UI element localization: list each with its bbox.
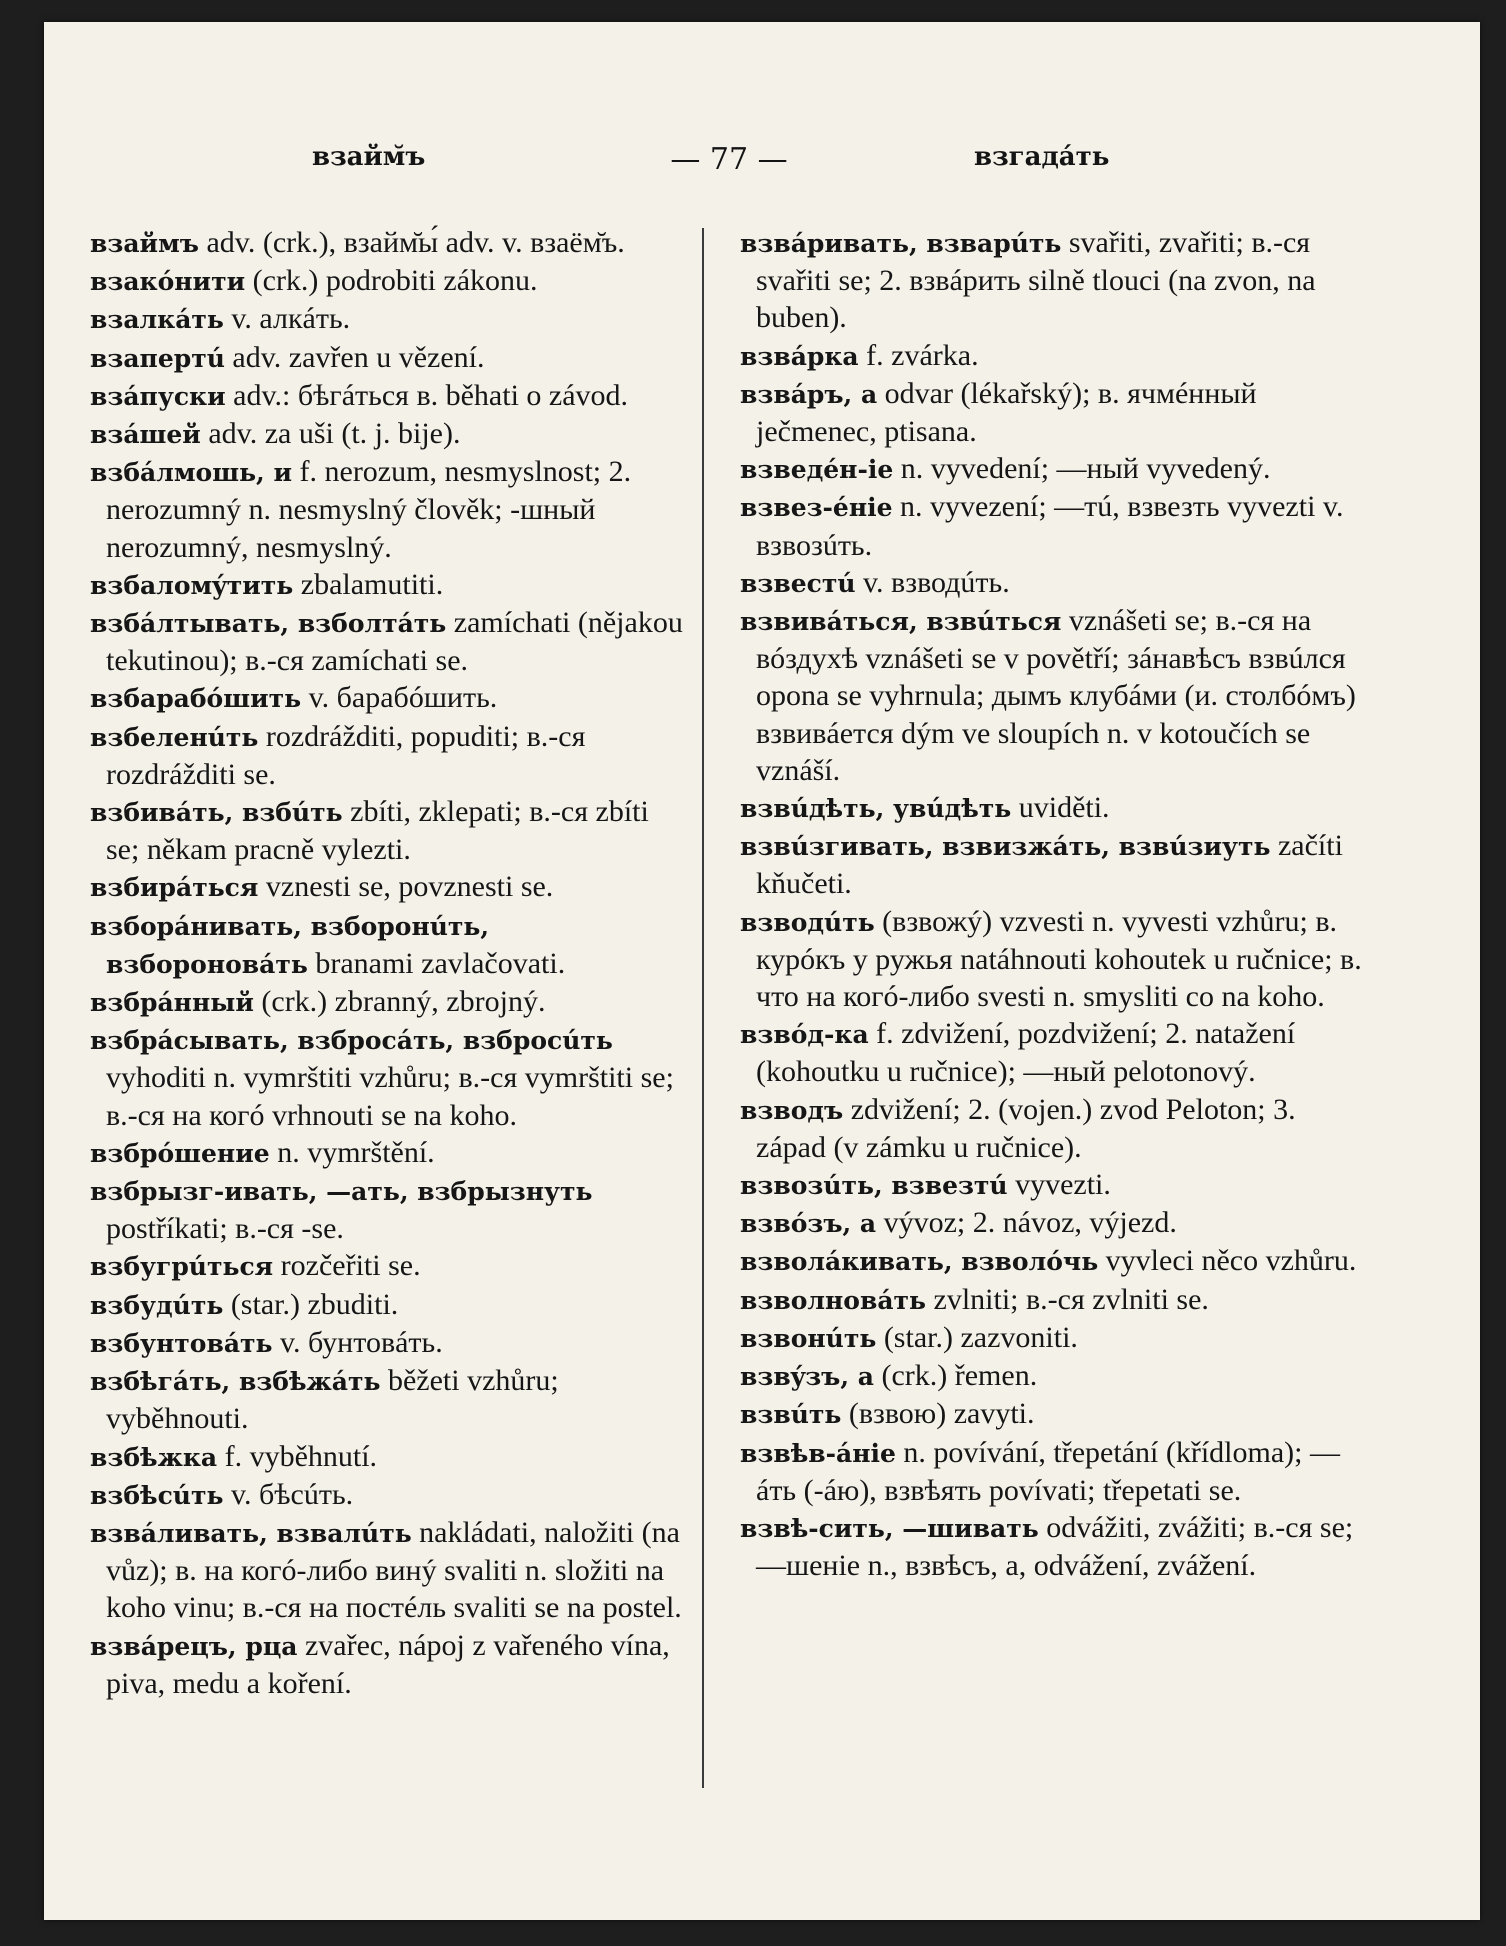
dictionary-entry <box>90 300 686 338</box>
entry-definition: vyvleci něco vzhůru. <box>1105 1244 1357 1278</box>
dictionary-entry <box>90 1134 686 1172</box>
entry-definition: adv.: бѣгáться в. běhati o závod. <box>233 378 629 412</box>
header-left-guideword: взайм̆ъ <box>312 142 426 172</box>
entry-definition: n. vymrštění. <box>277 1135 435 1169</box>
entry-headword: взвúзгивать, взвизжáть, взвúзиуть <box>740 832 1271 862</box>
entry-definition: vznášeti se; в.-ся на вóздухѣ vznášeti se v povětří; зáнавѣсъ взвúлся opona se vyhrnula; дымъ клубáми (и. столбóмъ) взвивáется dým ve sloupích n. v kotoučích se vznáší. <box>756 604 1356 787</box>
entry-headword: взвáливать, взвалúть <box>90 1518 412 1548</box>
dictionary-entry <box>90 377 686 415</box>
dictionary-entry <box>90 983 686 1021</box>
entry-definition: v. бунтовáть. <box>280 1325 443 1359</box>
entry-headword: взвýзъ, а <box>740 1362 874 1392</box>
entry-definition: (взвою) zavyti. <box>848 1397 1035 1431</box>
entry-headword: взвóд-ка <box>740 1020 869 1050</box>
entry-definition: zbíti, zklepati; в.-ся zbíti se; někam pracně vylezti. <box>106 795 649 867</box>
entry-headword: взáпуски <box>90 381 226 411</box>
entry-headword: взбрáнный <box>90 988 254 1018</box>
entry-definition: v. алкáть. <box>231 302 351 336</box>
entry-headword: взбáлмошь, и <box>90 458 293 488</box>
dictionary-entry <box>740 1015 1372 1090</box>
entry-definition: f. zvárka. <box>866 338 979 372</box>
entry-definition: rozdrážditi, popuditi; в.-ся rozdrážditi se. <box>106 719 586 791</box>
entry-headword: взбаломýтить <box>90 570 294 600</box>
entry-headword: взвáръ, а <box>740 379 878 409</box>
running-header <box>44 142 1480 186</box>
dictionary-entry <box>740 1281 1372 1319</box>
entry-headword: взвез-éніе <box>740 493 893 523</box>
dictionary-entry <box>90 1362 686 1437</box>
entry-definition: (star.) zazvoniti. <box>883 1320 1078 1354</box>
entry-definition: postříkati; в.-ся -se. <box>106 1212 344 1246</box>
entry-definition: n. povívání, třepetání (křídloma); —áть (-áю), взвѣять povívati; třepetati se. <box>756 1435 1340 1507</box>
dictionary-entry <box>90 1286 686 1324</box>
dictionary-entry <box>740 1242 1372 1280</box>
dictionary-entry <box>740 789 1372 827</box>
entry-definition: rozčeřiti se. <box>280 1249 421 1283</box>
dictionary-entry <box>740 1204 1372 1242</box>
column-divider <box>702 228 704 1788</box>
entry-definition: (crk.) zbranný, zbrojný. <box>261 985 546 1019</box>
dictionary-entry <box>90 1627 686 1702</box>
entry-definition: zvařec, nápoj z vařeného vína, piva, medu a koření. <box>106 1628 670 1700</box>
dictionary-entry <box>90 566 686 604</box>
entry-headword: взвáрецъ, рца <box>90 1631 298 1661</box>
entry-headword: взвáрка <box>740 341 859 371</box>
entry-headword: взапертú <box>90 343 225 373</box>
entry-definition: zbalamutiti. <box>300 567 444 601</box>
entry-headword: взбунтовáть <box>90 1328 273 1358</box>
entry-definition: adv. (crk.), взайм̆ы́ adv. v. взаём̆ъ. <box>206 226 625 259</box>
entry-definition: vyhoditi n. vymrštiti vzhůru; в.-ся vymrštiti se; в.-ся на когó vrhnouti se na koho. <box>106 1061 674 1132</box>
dictionary-entry <box>90 604 686 679</box>
entry-definition: v. взводúть. <box>863 565 1010 599</box>
dictionary-entry <box>90 415 686 453</box>
entry-headword: взвúдѣть, увúдѣть <box>740 794 1012 824</box>
entry-headword: взбрóшение <box>90 1138 270 1168</box>
entry-definition: nakládati, naložiti (na vůz); в. на когó-либо винý svaliti n. složiti na koho vinu; в.-ся на постéль svaliti se na postel. <box>106 1515 682 1625</box>
dictionary-entry <box>740 488 1372 563</box>
entry-headword: взбарабóшить <box>90 684 302 714</box>
entry-definition: vyvezti. <box>1015 1168 1111 1202</box>
entry-definition: branami zavlačovati. <box>315 946 566 980</box>
entry-headword: взвѣв-áніе <box>740 1438 896 1468</box>
dictionary-entry <box>740 602 1372 789</box>
dictionary-entry <box>740 224 1372 337</box>
dictionary-entry <box>740 1357 1372 1395</box>
entry-definition: zamíchati (nějakou tekutinou); в.-ся zamíchati se. <box>106 606 683 678</box>
entry-headword: взбáлтывать, взболтáть <box>90 609 447 639</box>
entry-definition: n. vyvedení; —ный vyvedený. <box>900 452 1271 486</box>
entry-definition: vznesti se, povznesti se. <box>265 870 554 904</box>
entry-definition: běžeti vzhůru; vyběhnouti. <box>106 1364 559 1436</box>
entry-definition: zdvižení; 2. (vojen.) zvod Peloton; 3. západ (v zámku u ručnice). <box>756 1092 1296 1164</box>
entry-definition: zvlniti; в.-ся zvlniti se. <box>933 1282 1209 1316</box>
dictionary-entry <box>740 1091 1372 1166</box>
dictionary-entry <box>90 1324 686 1362</box>
right-column <box>740 224 1372 1584</box>
entry-definition: (crk.) řemen. <box>881 1359 1038 1393</box>
dictionary-entry <box>90 793 686 868</box>
dictionary-entry <box>90 1247 686 1285</box>
dictionary-entry <box>740 1395 1372 1433</box>
entry-headword: взáшей <box>90 420 201 450</box>
entry-definition: n. vyvezení; —тú, взвезть vyvezti v. взвозúть. <box>756 490 1344 562</box>
entry-definition: odvážiti, zvážiti; в.-ся se; —шеніе n., взвѣсъ, а, odvážení, zvážení. <box>756 1510 1354 1583</box>
entry-definition: adv. zavřen u vězení. <box>232 340 485 374</box>
entry-headword: взбѣжка <box>90 1442 218 1472</box>
entry-headword: взаймъ <box>90 229 199 258</box>
entry-headword: взбеленúть <box>90 722 259 752</box>
dictionary-entry <box>740 903 1372 1016</box>
dictionary-entry <box>740 337 1372 375</box>
entry-headword: взвóзъ, а <box>740 1209 877 1239</box>
dictionary-entry <box>740 1434 1372 1509</box>
entry-definition: uviděti. <box>1018 791 1110 825</box>
dictionary-entry <box>90 262 686 300</box>
entry-headword: взбудúть <box>90 1290 224 1320</box>
entry-definition: adv. za uši (t. j. bije). <box>208 417 461 451</box>
entry-headword: взводъ <box>740 1095 844 1125</box>
entry-headword: взбѣгáть, взбѣжáть <box>90 1367 381 1397</box>
entry-headword: взводúть <box>740 907 875 937</box>
entry-headword: взвúть <box>740 1400 842 1430</box>
left-column <box>90 224 686 1702</box>
entry-definition: odvar (lékařský); в. ячмéнный ječmenec, ptisana. <box>756 376 1257 449</box>
dictionary-entry <box>740 1166 1372 1204</box>
entry-headword: взалкáть <box>90 305 224 335</box>
entry-definition: v. барабóшить. <box>308 681 498 715</box>
entry-definition: svařiti, zvařiti; в.-ся svařiti se; 2. взвáрить silně tlouci (na zvon, na buben). <box>756 226 1316 335</box>
entry-headword: взбугрúться <box>90 1252 274 1282</box>
entry-headword: взволновáть <box>740 1285 926 1315</box>
entry-headword: взвѣ-сить, —шивать <box>740 1513 1039 1543</box>
entry-definition: vývoz; 2. návoz, výjezd. <box>883 1206 1177 1240</box>
dictionary-entry <box>740 564 1372 602</box>
entry-headword: взвестú <box>740 568 856 598</box>
dictionary-entry <box>90 679 686 717</box>
entry-headword: взбивáть, взбúть <box>90 798 343 828</box>
dictionary-entry <box>90 339 686 377</box>
entry-definition: (взвожý) vzvesti n. vyvesti vzhůru; в. курóкъ у ружья natáhnouti kohoutek u ručnice; в. что на когó-либо svesti n. smysliti co na koho. <box>756 904 1362 1014</box>
dictionary-entry <box>90 1172 686 1247</box>
entry-headword: взволáкивать, взволóчь <box>740 1247 1099 1277</box>
entry-headword: взвáривать, взварúть <box>740 229 1062 258</box>
entry-headword: взбрáсывать, взбросáть, взбросúть <box>90 1026 613 1056</box>
page-number: — 77 — <box>670 142 788 177</box>
dictionary-entry <box>90 453 686 566</box>
dictionary-entry <box>90 1021 686 1134</box>
dictionary-entry <box>90 224 686 262</box>
dictionary-entry <box>740 450 1372 488</box>
dictionary-page <box>44 22 1480 1920</box>
entry-headword: взборáнивать, взборонúть, взборонoвáть <box>90 911 490 979</box>
entry-headword: взакóнити <box>90 267 246 297</box>
dictionary-entry <box>90 1476 686 1514</box>
dictionary-entry <box>740 1509 1372 1584</box>
dictionary-entry <box>90 1438 686 1476</box>
entry-definition: v. бѣсúть. <box>230 1477 354 1511</box>
entry-headword: взбѣсúть <box>90 1480 224 1510</box>
header-right-guideword: взгадáть <box>974 142 1110 172</box>
entry-headword: взбрызг-ивать, —ать, взбрызнуть <box>90 1177 593 1207</box>
entry-definition: začíti kňučeti. <box>756 829 1343 901</box>
dictionary-entry <box>740 827 1372 902</box>
dictionary-entry <box>90 1514 686 1627</box>
entry-definition: f. zdvižení, pozdvižení; 2. natažení (kohoutku u ručnice); —ный pelotonový. <box>756 1017 1296 1089</box>
entry-headword: взбирáться <box>90 873 259 903</box>
dictionary-entry <box>90 868 686 906</box>
entry-headword: взведéн-іе <box>740 455 894 485</box>
dictionary-entry <box>740 1319 1372 1357</box>
dictionary-entry <box>90 907 686 983</box>
entry-headword: взвивáться, взвúться <box>740 607 1062 637</box>
dictionary-entry <box>740 375 1372 450</box>
entry-headword: взвонúть <box>740 1323 877 1353</box>
entry-definition: f. nerozum, nesmyslnost; 2. nerozumný n. nesmyslný člověk; -шный nerozumný, nesmyslný. <box>106 455 632 564</box>
entry-definition: (star.) zbuditi. <box>230 1287 399 1321</box>
entry-definition: (crk.) podrobiti zákonu. <box>252 264 538 298</box>
dictionary-entry <box>90 718 686 793</box>
entry-headword: взвозúть, взвезтú <box>740 1171 1008 1201</box>
entry-definition: f. vyběhnutí. <box>224 1439 378 1473</box>
